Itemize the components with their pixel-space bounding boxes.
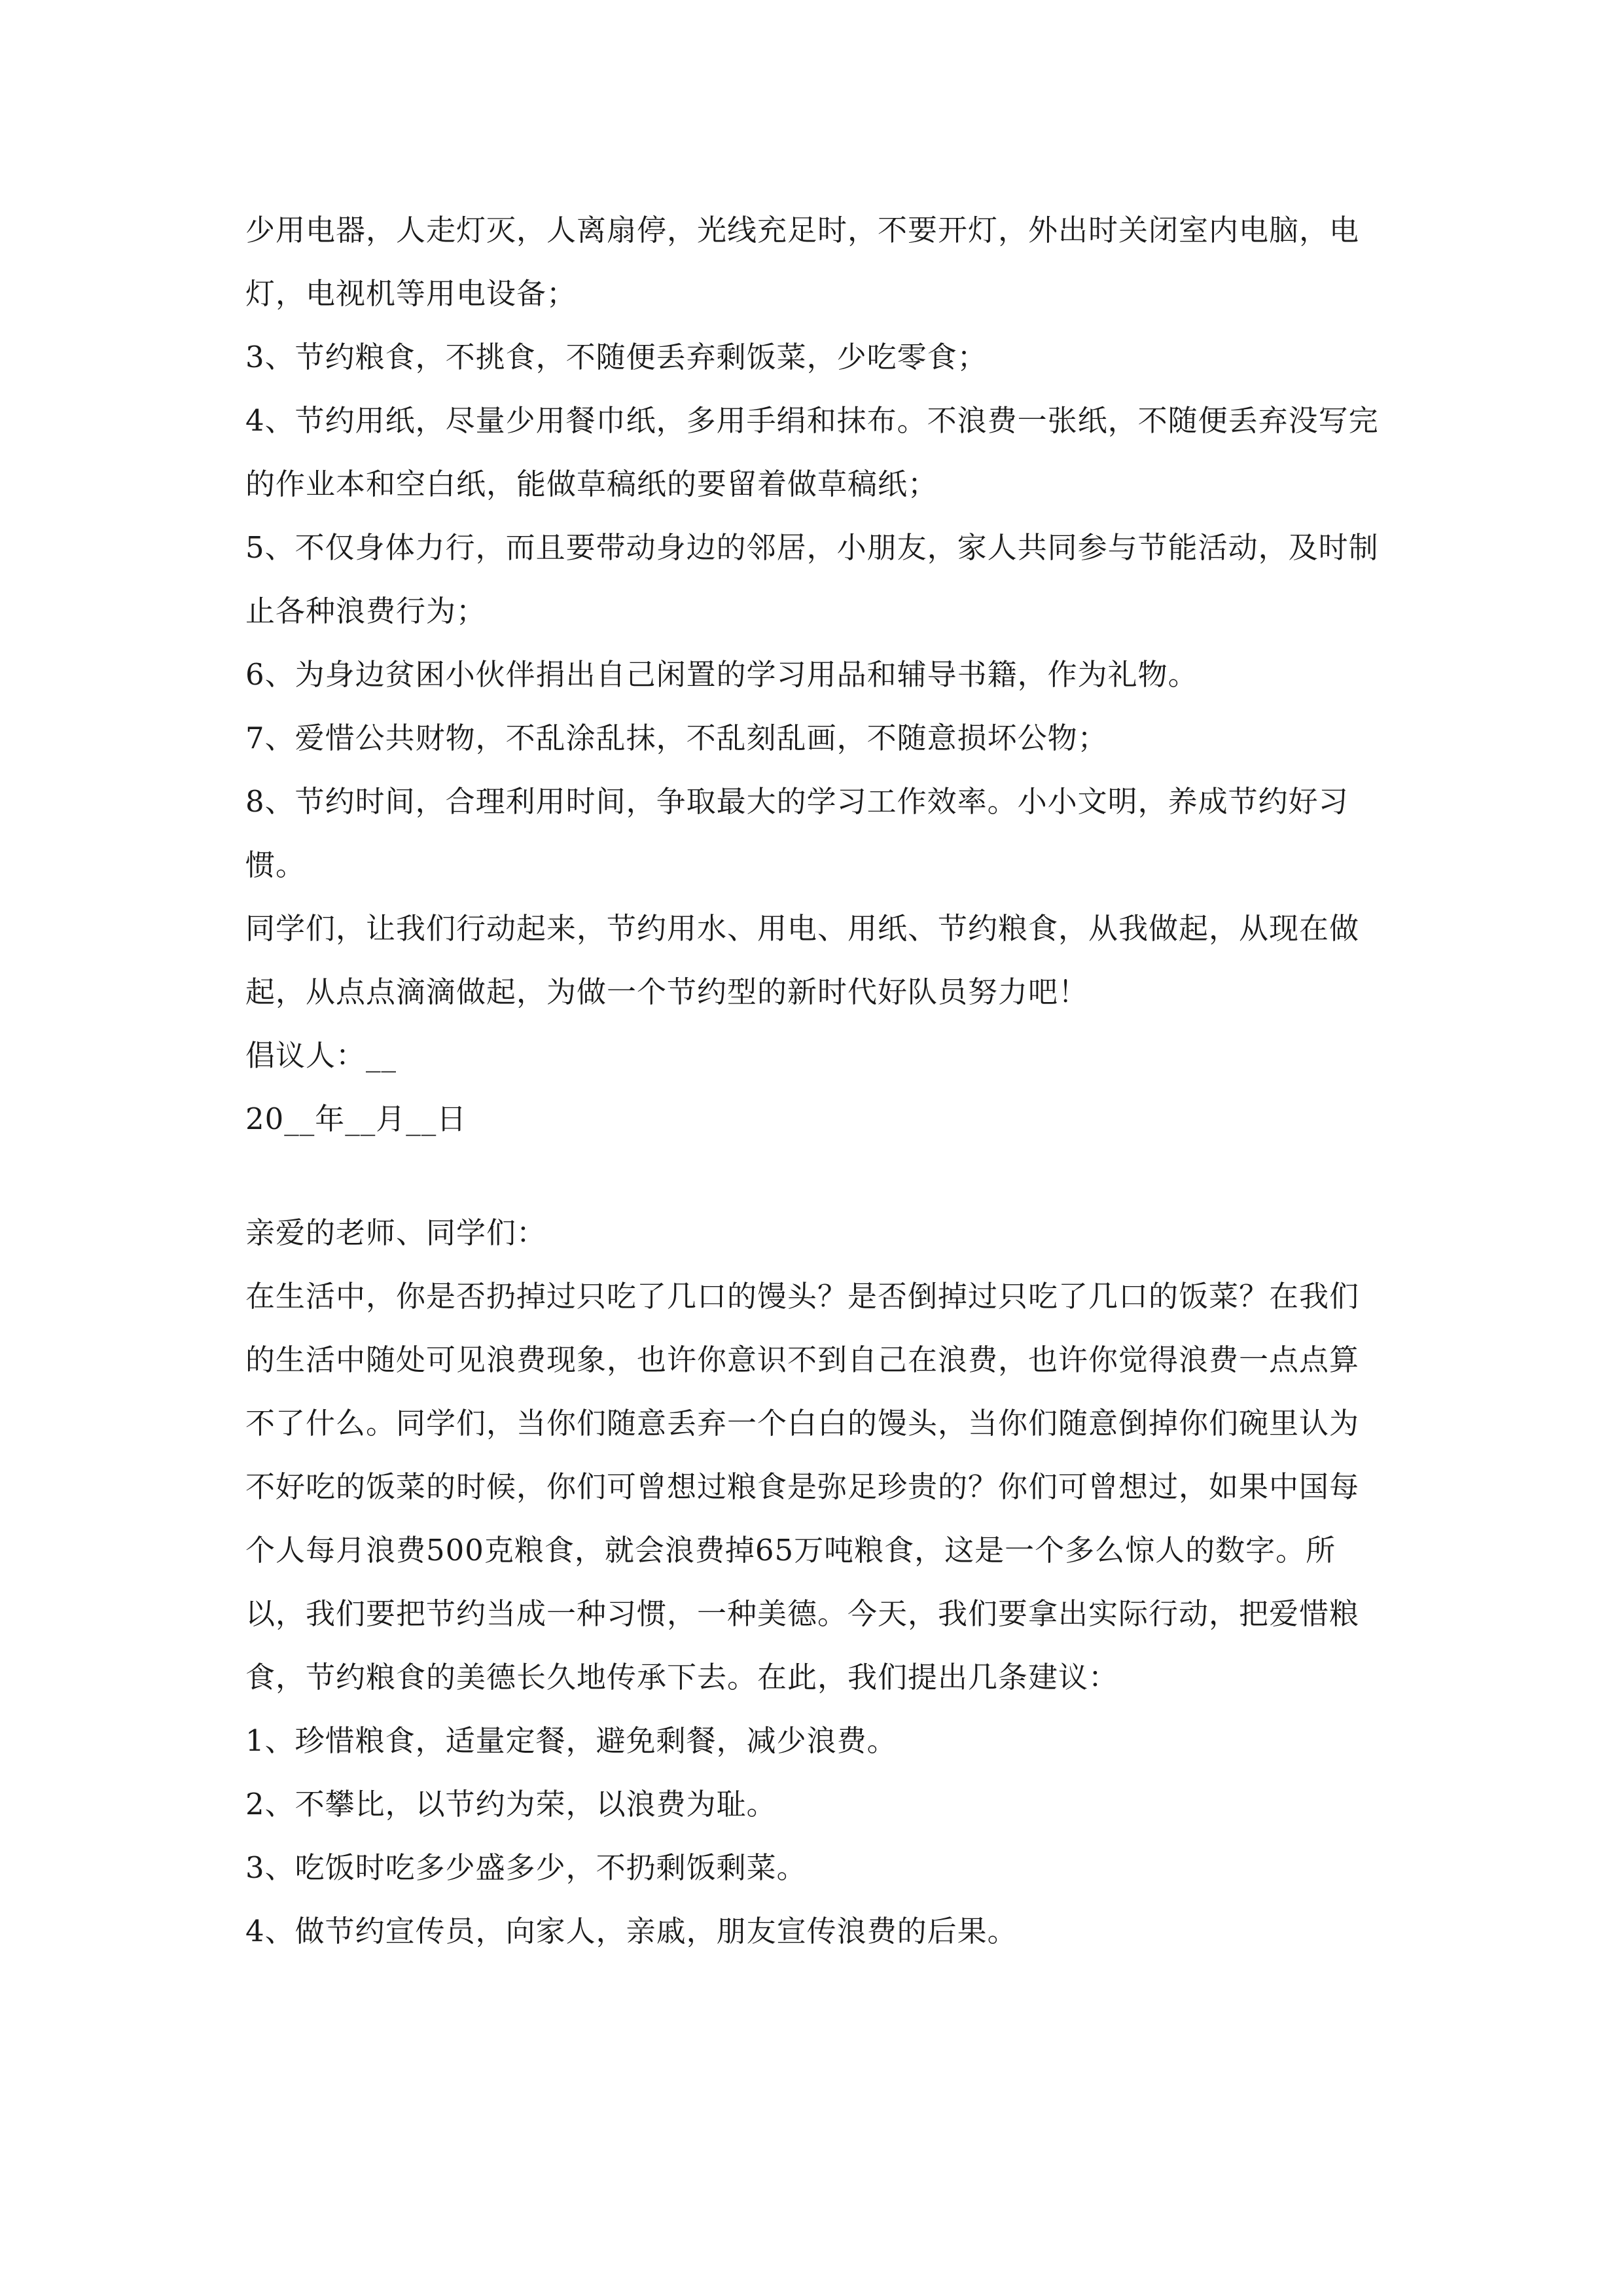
paragraph-item-4-paper: 4、节约用纸，尽量少用餐巾纸，多用手绢和抹布。不浪费一张纸，不随便丢弃没写完的作业本和空白纸，能做草稿纸的要留着做草稿纸； (245, 403, 1379, 501)
paragraph-item-7-property: 7、爱惜公共财物，不乱涂乱抹，不乱刻乱画，不随意损坏公物； (245, 721, 1108, 755)
date-line: 20__年__月__日 (245, 1102, 467, 1136)
paragraph-call-to-action: 同学们，让我们行动起来，节约用水、用电、用纸、节约粮食，从我做起，从现在做起，从点点滴滴做起，为做一个节约型的新时代好队员努力吧！ (245, 911, 1360, 1009)
paragraph-suggestion-3: 3、吃饭时吃多少盛多少，不扔剩饭剩菜。 (245, 1850, 807, 1885)
paragraph-item-3-food: 3、节约粮食，不挑食，不随便丢弃剩饭菜，少吃零食； (245, 340, 988, 374)
signature-line: 倡议人：__ (245, 1038, 397, 1073)
section-food-proposal (245, 1201, 1384, 1963)
paragraph-item-6-donate: 6、为身边贫困小伙伴捐出自己闲置的学习用品和辅导书籍，作为礼物。 (245, 657, 1198, 692)
paragraph-suggestion-1: 1、珍惜粮食，适量定餐，避免剩餐，减少浪费。 (245, 1723, 897, 1758)
paragraph-body: 在生活中，你是否扔掉过只吃了几口的馒头？是否倒掉过只吃了几口的饭菜？在我们的生活中随处可见浪费现象，也许你意识不到自己在浪费，也许你觉得浪费一点点算不了什么。同学们，当你们随意丢弃一个白白的馒头，当你们随意倒掉你们碗里认为不好吃的饭菜的时候，你们可曾想过粮食是弥足珍贵的？你们可曾想过，如果中国每个人每月浪费500克粮食，就会浪费掉65万吨粮食，这是一个多么惊人的数字。所以，我们要把节约当成一种习惯，一种美德。今天，我们要拿出实际行动，把爱惜粮食，节约粮食的美德长久地传承下去。在此，我们提出几条建议： (245, 1279, 1360, 1695)
paragraph-suggestion-4: 4、做节约宣传员，向家人，亲戚，朋友宣传浪费的后果。 (245, 1914, 1018, 1948)
paragraph-item-8-time: 8、节约时间，合理利用时间，争取最大的学习工作效率。小小文明，养成节约好习惯。 (245, 784, 1349, 882)
section-conservation-proposal (245, 198, 1384, 1151)
paragraph-electricity: 少用电器，人走灯灭，人离扇停，光线充足时，不要开灯，外出时关闭室内电脑，电灯，电视机等用电设备； (245, 213, 1360, 311)
greeting: 亲爱的老师、同学们： (245, 1215, 547, 1250)
paragraph-item-5-action: 5、不仅身体力行，而且要带动身边的邻居，小朋友，家人共同参与节能活动，及时制止各种浪费行为； (245, 530, 1379, 628)
paragraph-suggestion-2: 2、不攀比，以节约为荣，以浪费为耻。 (245, 1787, 777, 1821)
